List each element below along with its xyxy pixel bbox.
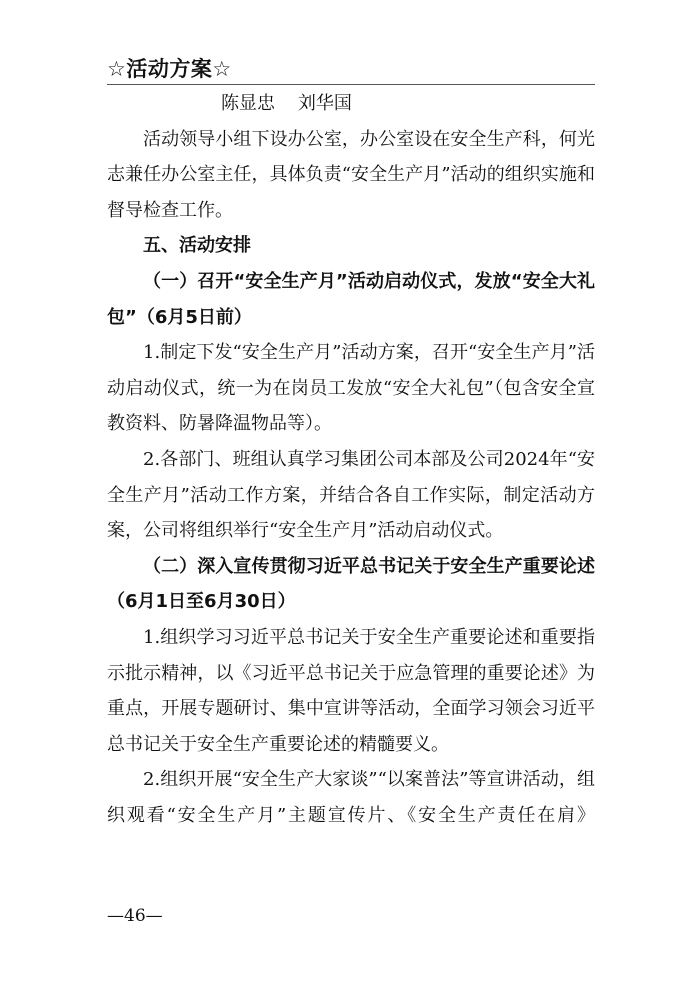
- paragraph-office: 活动领导小组下设办公室，办公室设在安全生产科，何光志兼任办公室主任，具体负责“安全生产月”活动的组织实施和督导检查工作。: [107, 128, 595, 221]
- header-rule: [107, 84, 595, 85]
- subsection-heading-one: （一）召开“安全生产月”活动启动仪式，发放“安全大礼包”（6月5日前）: [107, 270, 595, 328]
- paragraph-item-1-1: 1.制定下发“安全生产月”活动方案，召开“安全生产月”活动启动仪式，统一为在岗员工发放“安全大礼包”（包含安全宣教资料、防暑降温物品等）。: [107, 342, 595, 435]
- document-body: [107, 86, 595, 833]
- section-heading-five: 五、活动安排: [143, 235, 251, 257]
- subsection-heading-two: （二）深入宣传贯彻习近平总书记关于安全生产重要论述（6月1日至6月30日）: [107, 555, 595, 613]
- paragraph-item-2-2: 2.组织开展“安全生产大家谈”“以案普法”等宣讲活动，组织观看“安全生产月”主题宣传片、《安全生产责任在肩》: [107, 769, 595, 826]
- leader-names: 陈显忠 刘华国: [221, 93, 352, 114]
- paragraph-item-2-1: 1.组织学习习近平总书记关于安全生产重要论述和重要指示批示精神，以《习近平总书记关于应急管理的重要论述》为重点，开展专题研讨、集中宣讲等活动，全面学习领会习近平总书记关于安全生产重要论述的精髓要义。: [107, 626, 595, 755]
- paragraph-item-1-2: 2.各部门、班组认真学习集团公司本部及公司2024年“安全生产月”活动工作方案，并结合各自工作实际，制定活动方案，公司将组织举行“安全生产月”活动启动仪式。: [107, 448, 595, 542]
- page-number: —46—: [107, 906, 163, 926]
- header-title: ☆活动方案☆: [107, 57, 232, 81]
